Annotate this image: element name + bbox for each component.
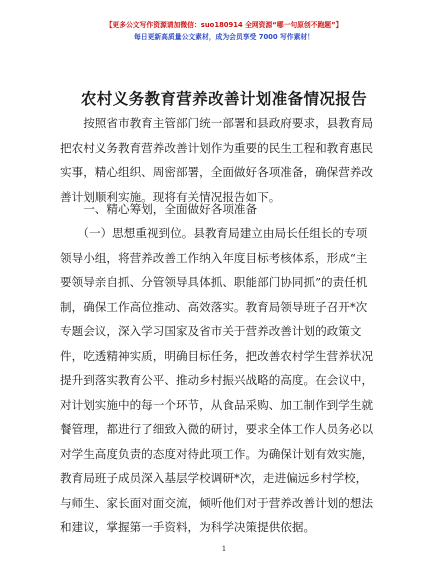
section-heading (60, 197, 390, 222)
paragraph-line: 餐管理，都进行了细致入微的研讨，要求全体工作人员务必以 (60, 422, 374, 436)
promo-banner-line-1: 【更多公文写作资源请加微信：suo180914 全网资源“哪一句原创不跑题”】 (105, 21, 343, 29)
promo-banner-line-2: 每日更新高质量公文素材，成为会员享受 7000 写作素材！ (134, 33, 314, 41)
paragraph-line: 善计划顺利实施。现将有关情况报告如下。 (60, 189, 281, 204)
paragraph-line: 实事，精心组织、周密部署，全面做好各项准备，确保营养改 (60, 165, 374, 179)
paragraph-line: 与师生、家长面对面交流，倾听他们对于营养改善计划的想法 (60, 495, 374, 510)
section-heading-text: 一、精心筹划，全面做好各项准备 (60, 202, 258, 216)
page-number: 1 (221, 544, 227, 553)
paragraph-line: 按照省市教育主管部门统一部署和县政府要求，县教育局 (60, 116, 374, 130)
document-title: 农村义务教育营养改善计划准备情况报告 (80, 89, 368, 108)
paragraph-line: （一）思想重视到位。县教育局建立由局长任组长的专项 (60, 226, 368, 240)
paragraph-line: 领导小组，将营养改善工作纳入年度目标考核体系，形成“主 (60, 250, 368, 265)
paragraph-line: 专题会议，深入学习国家及省市关于营养改善计划的政策文 (60, 324, 362, 338)
intro-paragraph (60, 111, 390, 209)
paragraph-line: 要领导亲自抓、分管领导具体抓、职能部门协同抓”的责任机 (60, 275, 368, 289)
section-paragraph (60, 221, 390, 540)
paragraph-line: 制，确保工作高位推动、高效落实。教育局领导班子召开*次 (60, 299, 368, 314)
paragraph-line: 提升到落实教育公平、推动乡村振兴战略的高度。在会议中， (60, 373, 374, 387)
paragraph-line: 把农村义务教育营养改善计划作为重要的民生工程和教育惠民 (60, 140, 374, 155)
paragraph-line: 教育局班子成员深入基层学校调研*次，走进偏远乡村学校， (60, 471, 368, 485)
paragraph-line: 件，吃透精神实质，明确目标任务，把改善农村学生营养状况 (60, 348, 374, 363)
paragraph-line: 和建议，掌握第一手资料，为科学决策提供依据。 (60, 520, 316, 534)
paragraph-line: 对计划实施中的每一个环节，从食品采购、加工制作到学生就 (60, 397, 374, 412)
paragraph-line: 对学生高度负责的态度对待此项工作。为确保计划有效实施， (60, 446, 374, 461)
